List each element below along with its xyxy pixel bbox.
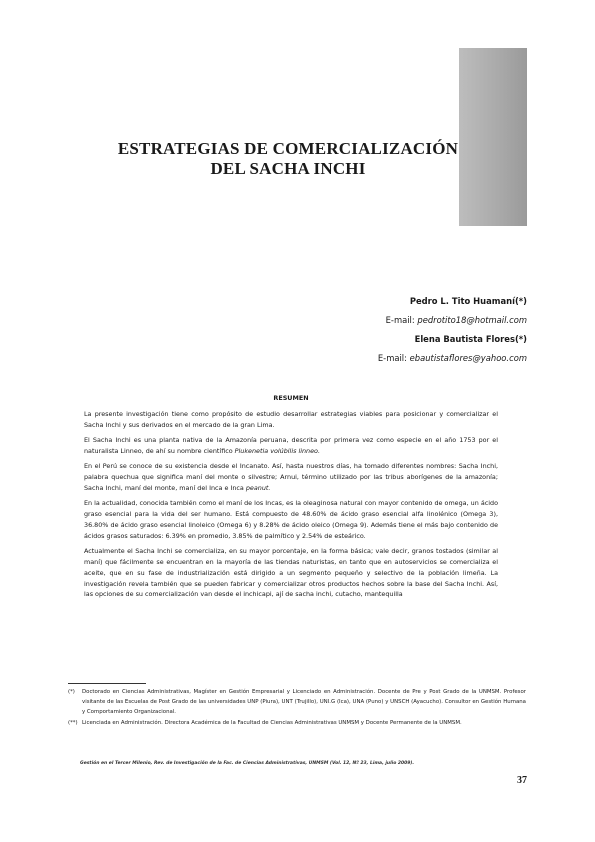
title-line-1: ESTRATEGIAS DE COMERCIALIZACIÓN [117, 139, 459, 158]
abstract-paragraph-2 [84, 435, 498, 457]
footnote-text: Licenciada en Administración. Directora Académica de la Facultad de Ciencias Administrativas UNMSM y Docente Permanente de la UNMSM. [82, 719, 462, 726]
abstract-paragraph-5: Actualmente el Sacha Inchi se comercializa, en su mayor porcentaje, en la forma básica; vale decir, granos tostados (similar al maní) que fácilmente se encuentran en la mayoría de las tiendas naturistas, en tanto que en autoservicios se comercializa el aceite, que en su fase de industrialización está dirigido a un segmento pequeño y selectivo de la población limeña. La investigación revela también que se pueden fabricar y comercializar otros productos hechos sobre la base del Sacha Inchi. Así, las opciones de su comercialización van desde el inchicapi, ají de sacha inchi, cutacho, mantequilla [84, 547, 498, 599]
author-email-1[interactable]: pedrotito18@hotmail.com [417, 315, 527, 325]
abstract-body [84, 409, 498, 605]
email-label: E-mail: [385, 315, 418, 325]
author-email-2[interactable]: ebautistaflores@yahoo.com [409, 353, 527, 363]
author-name-2: Elena Bautista Flores(*) [414, 334, 527, 344]
author-email-line-1 [378, 311, 527, 330]
abstract-paragraph-4: En la actualidad, conocida también como el maní de los Incas, es la oleaginosa natural con mayor contenido de omega, un ácido graso esencial para la vida del ser humano. Está compuesto de 48.60% de ácido graso esencial alfa linolénico (Omega 3), 36.80% de ácido graso esencial linoleico (Omega 6) y 8.28% de ácido oleico (Omega 9). Además tiene el más bajo contenido de ácidos grasos saturados: 6.39% en promedio, 3.85% de palmítico y 2.54% de esteárico. [84, 499, 498, 540]
article-title [60, 139, 516, 179]
email-label: E-mail: [377, 353, 410, 363]
footnote-2 [68, 718, 526, 728]
paragraph-text: En el Perú se conoce de su existencia desde el Incanato. Así, hasta nuestros días, ha tomado diferentes nombres: Sacha Inchi, palabra quechua que significa maní del monte o silvestre; Arnui, término utilizado por las tribus aborígenes de la amazonía; Sacha Inchi, maní del monte, maní del Inca e Inca [84, 462, 498, 492]
decorative-gray-tab [459, 48, 527, 226]
footnote-mark: (*) [68, 689, 75, 695]
paragraph-text: El Sacha Inchi es una planta nativa de la Amazonía peruana, descrita por primera vez como especie en el año 1753 por el naturalista Linneo, de ahí su nombre científico [84, 436, 498, 455]
footnote-divider [68, 683, 146, 684]
page-number: 37 [517, 775, 527, 786]
italic-term: peanut. [245, 483, 271, 492]
footnote-text: Doctorado en Ciencias Administrativas, Magíster en Gestión Empresarial y Licenciado en Administración. Docente de Pre y Post Grado de la UNMSM. Profesor visitante de las Escuelas de Post Grado de las universidades UNP (Piura), UNT (Trujillo), UNI.G (Ica), UNA (Puno) y UNSCH (Ayacucho). Consultor en Gestión Humana y Comportamiento Organizacional. [82, 689, 526, 716]
abstract-heading: RESUMEN [273, 394, 309, 402]
author-name-1: Pedro L. Tito Huamaní(*) [409, 296, 527, 306]
footnotes [68, 687, 526, 728]
footnote-1 [68, 687, 526, 718]
author-email-line-2 [378, 349, 527, 368]
title-line-2: DEL SACHA INCHI [210, 159, 366, 178]
abstract-paragraph-1: La presente investigación tiene como propósito de estudio desarrollar estrategias viables para posicionar y comercializar el Sacha Inchi y sus derivados en el mercado de la gran Lima. [84, 410, 498, 429]
author-block [378, 292, 527, 368]
journal-citation: Gestión en el Tercer Milenio, Rev. de Investigación de la Fac. de Ciencias Administrativas, UNMSM (Vol. 12, Nº 23, Lima, julio 2009). [80, 761, 415, 766]
footnote-mark: (**) [68, 719, 78, 726]
scientific-name: Plukenetia volúbilis linneo. [234, 446, 320, 455]
abstract-paragraph-3 [84, 461, 498, 493]
